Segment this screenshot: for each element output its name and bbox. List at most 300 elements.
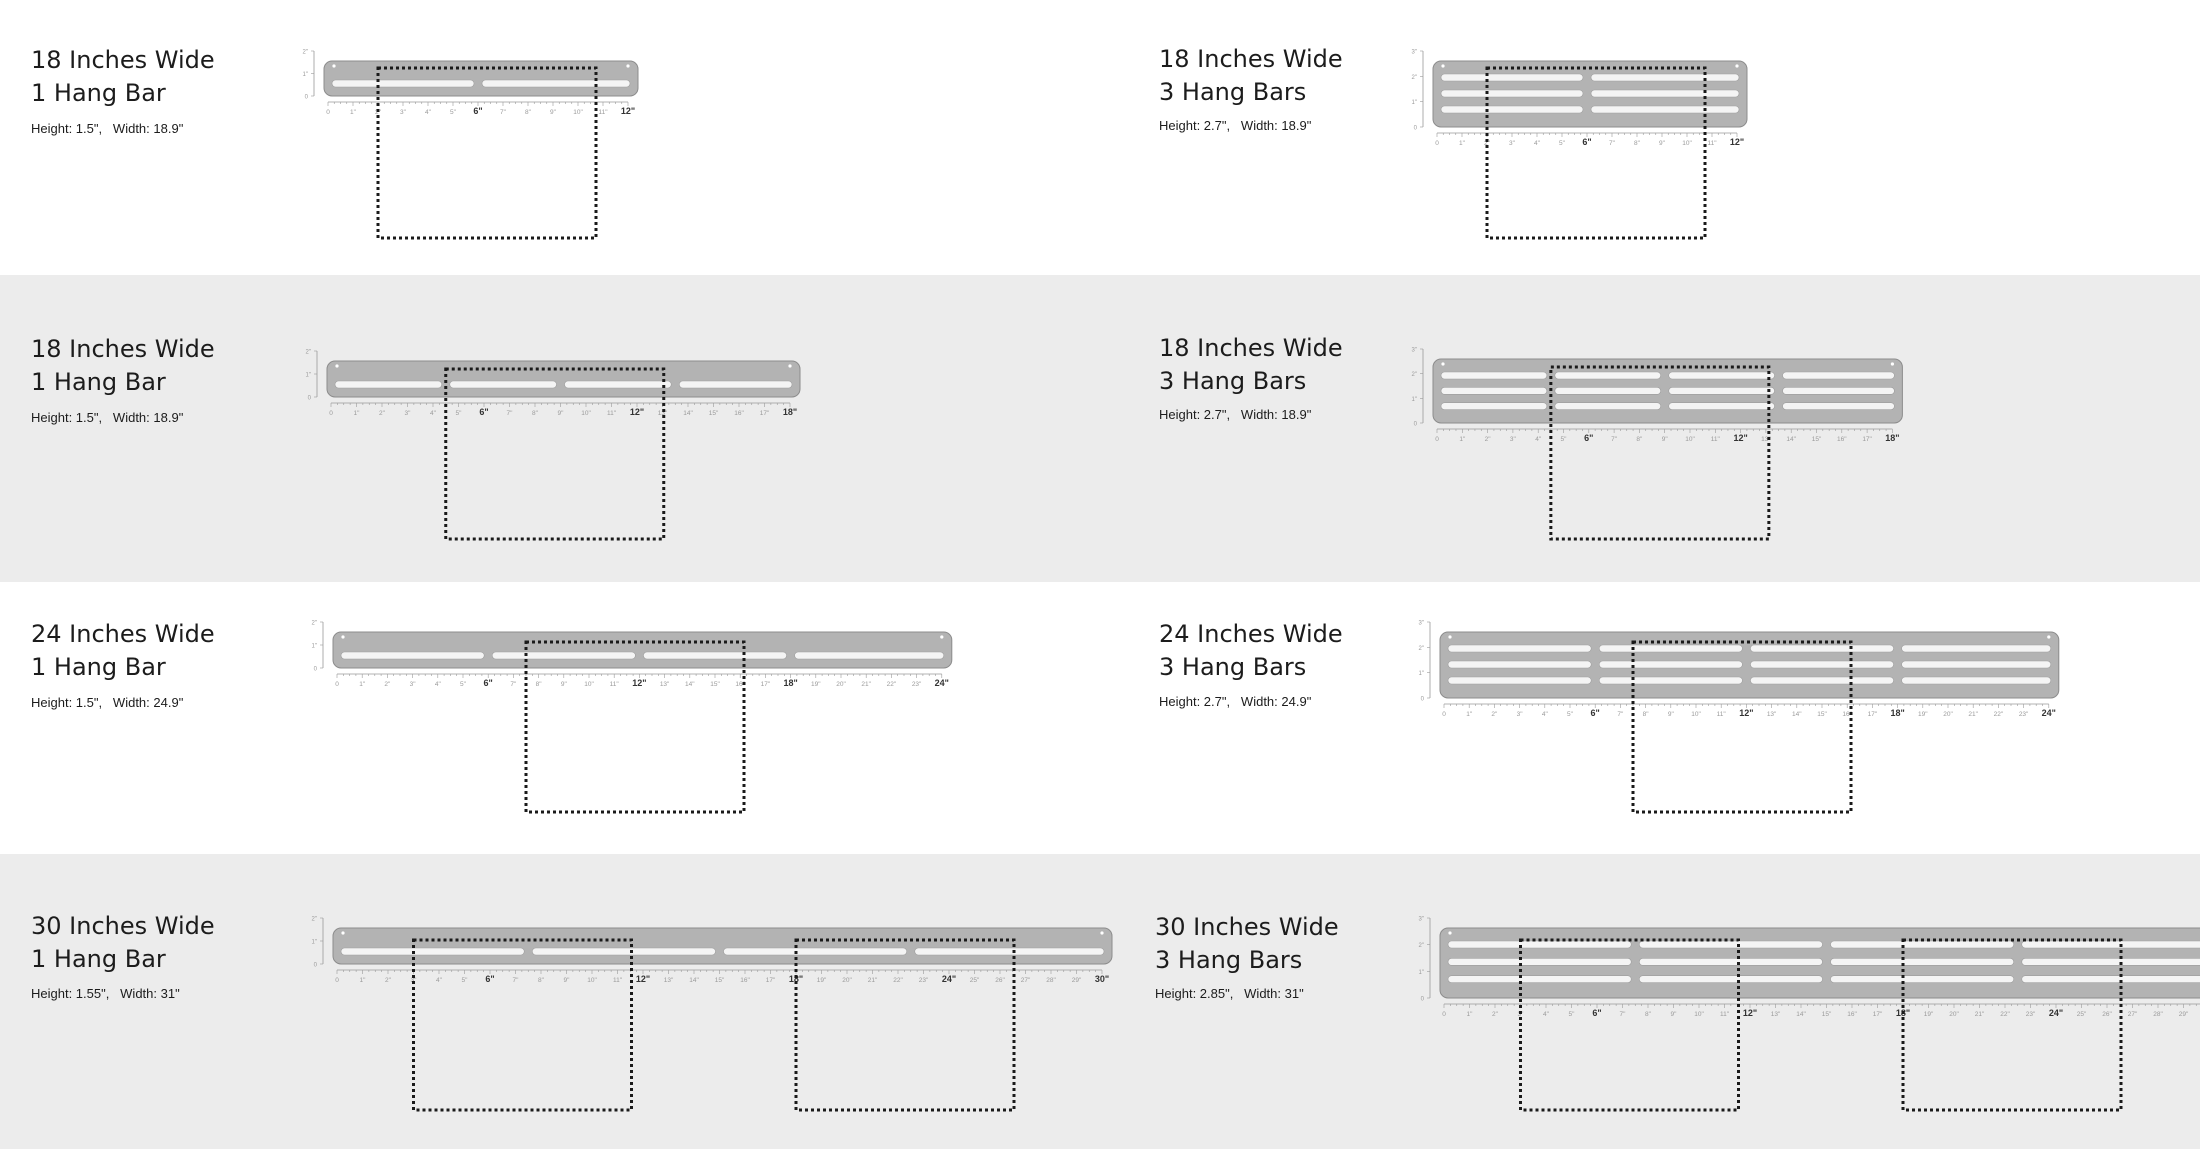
ruler-label: 2" (1484, 436, 1491, 443)
panel-title-line2: 1 Hang Bar (31, 653, 166, 681)
panel-18in-3bar-a (1100, 0, 2200, 275)
metal-plate (327, 361, 800, 397)
ruler-label: 2" (1492, 1011, 1498, 1018)
vertical-ruler-label: 1" (1418, 969, 1424, 976)
vertical-ruler-label: 1" (305, 372, 311, 379)
hang-slot (492, 652, 635, 659)
ruler-label: 15" (714, 977, 725, 984)
ruler-label: 1" (359, 977, 366, 984)
ruler-label: 8" (532, 410, 538, 417)
ruler-label: 8" (535, 681, 542, 688)
vertical-ruler-label: 3" (1411, 347, 1417, 354)
vertical-ruler-label: 3" (1418, 916, 1424, 923)
ruler-label: 17" (1872, 1011, 1883, 1018)
ruler-label: 7" (1611, 436, 1618, 443)
ruler-label: 6" (1592, 1008, 1602, 1018)
panel-title-line1: 18 Inches Wide (31, 46, 215, 74)
mounting-hole (1441, 64, 1444, 67)
ruler-label: 15" (1817, 711, 1827, 718)
hang-slot (1599, 645, 1742, 652)
ruler-label: 1" (1459, 140, 1465, 147)
ruler-label: 7" (1609, 140, 1615, 147)
ruler-label: 4" (436, 977, 442, 984)
ruler-label: 27" (1020, 977, 1031, 984)
ruler-label: 26" (2102, 1011, 2112, 1018)
ruler-label: 1" (350, 109, 356, 116)
hang-slot (1448, 661, 1591, 668)
hang-slot (532, 948, 715, 955)
vertical-ruler-label: 0 (1420, 996, 1424, 1003)
hang-slot (1441, 106, 1583, 113)
ruler-label: 0 (1435, 436, 1439, 443)
hang-slot (1669, 403, 1775, 410)
metal-plate (324, 61, 638, 96)
ruler-label: 2" (384, 681, 391, 688)
ruler-label: 13" (1761, 436, 1771, 443)
panel-18in-1bar-b (0, 275, 1100, 582)
ruler-label: 2" (379, 410, 385, 417)
ruler-label: 24" (934, 678, 949, 688)
hang-slot (915, 948, 1104, 955)
panel-dimensions: Height: 2.7", Width: 24.9" (1159, 694, 1312, 709)
vertical-ruler-label: 0 (313, 962, 317, 969)
panel-dimensions: Height: 2.7", Width: 18.9" (1159, 407, 1312, 422)
panel-dimensions: Height: 1.5", Width: 18.9" (31, 121, 184, 136)
mounting-hole (1448, 635, 1451, 638)
hang-slot (1783, 387, 1895, 394)
ruler-label: 1" (359, 681, 366, 688)
hang-slot (565, 381, 672, 388)
vertical-ruler-label: 0 (1413, 421, 1417, 428)
panel-dimensions: Height: 2.7", Width: 18.9" (1159, 118, 1312, 133)
ruler-label: 22" (2000, 1011, 2010, 1018)
vertical-ruler-label: 3" (1418, 620, 1424, 627)
vertical-ruler-label: 3" (1411, 49, 1417, 56)
hang-slot (1750, 661, 1893, 668)
hang-slot (1639, 976, 1822, 983)
ruler-label: 11" (1719, 1011, 1730, 1018)
vertical-ruler-label: 2" (302, 49, 308, 56)
hang-slot (341, 652, 484, 659)
hang-slot (1555, 387, 1661, 394)
hang-slot (1441, 387, 1547, 394)
ruler-label: 4" (1535, 436, 1542, 443)
hang-slot (1902, 677, 2051, 684)
ruler-label: 12" (632, 678, 647, 688)
hang-slot (1599, 661, 1742, 668)
ruler-label: 17" (765, 977, 776, 984)
hang-slot (1831, 941, 2014, 948)
vertical-ruler-label: 0 (313, 666, 317, 673)
hang-slot (1448, 645, 1591, 652)
hang-slot (1669, 387, 1775, 394)
ruler-label: 0 (329, 410, 333, 417)
ruler-label: 12" (629, 407, 645, 417)
ruler-label: 14" (685, 681, 695, 688)
hang-slot (1902, 661, 2051, 668)
mounting-hole (1735, 64, 1738, 67)
mounting-hole (1441, 362, 1444, 365)
ruler-label: 19" (1918, 711, 1928, 718)
rack-diagram (0, 582, 1100, 854)
ruler-label: 4" (1541, 711, 1548, 718)
ruler-label: 19" (811, 681, 821, 688)
ruler-label: 26" (995, 977, 1005, 984)
ruler-label: 11" (606, 410, 617, 417)
vertical-ruler-label: 2" (311, 916, 317, 923)
ruler-label: 16" (1837, 436, 1847, 443)
ruler-label: 22" (886, 681, 897, 688)
panel-title-line2: 1 Hang Bar (31, 368, 166, 396)
rack-diagram (1100, 0, 2200, 275)
ruler-label: 10" (587, 977, 597, 984)
ruler-label: 15" (1821, 1011, 1832, 1018)
ruler-label: 13" (1766, 711, 1777, 718)
mounting-hole (335, 364, 338, 367)
ruler-label: 5" (1567, 711, 1573, 718)
hang-slot (1669, 372, 1775, 379)
hang-slot (1555, 372, 1661, 379)
ruler-label: 14" (689, 977, 699, 984)
ruler-label: 2" (375, 109, 381, 116)
ruler-label: 9" (1659, 140, 1665, 147)
vertical-ruler-label: 2" (305, 349, 311, 356)
ruler-label: 13" (657, 410, 668, 417)
rack-diagram (0, 0, 1100, 275)
vertical-ruler-label: 2" (1418, 645, 1424, 652)
panel-title-line1: 24 Inches Wide (1159, 620, 1343, 648)
ruler-label: 15" (1811, 436, 1822, 443)
ruler-label: 12" (1739, 708, 1754, 718)
ruler-label: 23" (2025, 1011, 2036, 1018)
ruler-label: 11" (598, 109, 608, 116)
ruler-label: 21" (1968, 711, 1978, 718)
hang-slot (679, 381, 792, 388)
panel-title-line2: 3 Hang Bars (1155, 946, 1303, 974)
ruler-label: 5" (1559, 140, 1565, 147)
ruler-label: 11" (1716, 711, 1726, 718)
panel-title-line2: 3 Hang Bars (1159, 653, 1307, 681)
ruler-label: 5" (455, 410, 462, 417)
ruler-label: 6" (483, 678, 493, 688)
hang-slot (1639, 958, 1822, 965)
ruler-label: 4" (425, 109, 431, 116)
hang-slot (1831, 976, 2014, 983)
mounting-hole (940, 635, 943, 638)
ruler-label: 10" (1685, 436, 1695, 443)
panel-dimensions: Height: 2.85", Width: 31" (1155, 986, 1304, 1001)
hang-slot (1750, 645, 1893, 652)
vertical-ruler-label: 1" (311, 643, 317, 650)
hang-slot (335, 381, 442, 388)
hang-slot (341, 948, 524, 955)
mounting-hole (2047, 635, 2050, 638)
ruler-label: 21" (867, 977, 878, 984)
ruler-label: 22" (1993, 711, 2004, 718)
ruler-label: 3" (1517, 1011, 1524, 1018)
ruler-label: 15" (708, 410, 719, 417)
ruler-label: 25" (2076, 1011, 2087, 1018)
ruler-label: 24" (2048, 1008, 2064, 1018)
ruler-label: 0 (335, 977, 339, 984)
ruler-label: 3" (1516, 711, 1523, 718)
panel-dimensions: Height: 1.55", Width: 31" (31, 986, 180, 1001)
mounting-hole (626, 64, 629, 67)
hang-slot (2022, 958, 2200, 965)
vertical-ruler-label: 2" (1411, 74, 1417, 81)
ruler-label: 3" (409, 681, 416, 688)
ruler-label: 3" (410, 977, 417, 984)
ruler-label: 16" (735, 681, 745, 688)
ruler-label: 13" (663, 977, 674, 984)
ruler-label: 27" (2127, 1011, 2138, 1018)
ruler-label: 9" (1661, 436, 1668, 443)
ruler-label: 0 (326, 109, 330, 116)
ruler-label: 8" (525, 109, 531, 116)
ruler-label: 9" (557, 410, 564, 417)
hang-slot (2022, 976, 2200, 983)
ruler-label: 6" (485, 974, 495, 984)
ruler-label: 8" (1645, 1011, 1651, 1018)
ruler-label: 14" (1786, 436, 1796, 443)
panel-title-line1: 24 Inches Wide (31, 620, 215, 648)
ruler-label: 2" (1491, 711, 1498, 718)
ruler-label: 0 (1435, 140, 1439, 147)
ruler-label: 18" (1895, 1008, 1911, 1018)
ruler-label: 2" (1484, 140, 1490, 147)
panel-24in-1bar (0, 582, 1100, 854)
ruler-label: 8" (538, 977, 544, 984)
ruler-label: 12" (1729, 137, 1745, 147)
ruler-label: 4" (430, 410, 436, 417)
ruler-label: 29" (2178, 1011, 2189, 1018)
mounting-hole (332, 64, 335, 67)
ruler-label: 28" (1046, 977, 1056, 984)
ruler-label: 21" (861, 681, 871, 688)
ruler-label: 16" (740, 977, 750, 984)
ruler-label: 6" (473, 106, 483, 116)
hang-slot (1591, 90, 1739, 97)
ruler-label: 3" (1509, 436, 1516, 443)
ruler-label: 9" (550, 109, 556, 116)
panel-24in-3bar (1100, 582, 2200, 854)
hang-slot (1750, 677, 1893, 684)
hang-slot (1448, 677, 1591, 684)
ruler-label: 3" (400, 109, 406, 116)
ruler-label: 3" (404, 410, 411, 417)
ruler-label: 23" (911, 681, 922, 688)
ruler-label: 18" (788, 974, 804, 984)
ruler-label: 6" (1582, 137, 1592, 147)
ruler-label: 9" (563, 977, 570, 984)
ruler-label: 20" (1949, 1011, 1959, 1018)
hang-slot (1555, 403, 1661, 410)
panel-30in-3bar (1100, 854, 2200, 1149)
rack-diagram (0, 854, 1110, 1149)
hang-slot (450, 381, 557, 388)
ruler-label: 9" (560, 681, 567, 688)
ruler-label: 30" (1094, 974, 1110, 984)
vertical-ruler-label: 0 (307, 395, 311, 402)
hang-slot (795, 652, 944, 659)
ruler-label: 1" (1466, 711, 1473, 718)
hang-slot (724, 948, 907, 955)
ruler-label: 5" (1560, 436, 1567, 443)
hang-slot (1783, 372, 1895, 379)
vertical-ruler-label: 0 (304, 94, 308, 101)
rack-diagram (1100, 275, 2200, 582)
vertical-ruler-label: 0 (1413, 125, 1417, 132)
ruler-label: 10" (1682, 140, 1692, 147)
ruler-label: 4" (1534, 140, 1540, 147)
ruler-label: 10" (1691, 711, 1701, 718)
vertical-ruler-label: 0 (1420, 696, 1424, 703)
hang-slot (1441, 403, 1547, 410)
ruler-label: 5" (461, 977, 468, 984)
hang-slot (1448, 958, 1631, 965)
ruler-label: 20" (842, 977, 852, 984)
ruler-label: 19" (816, 977, 827, 984)
hang-slot (1599, 677, 1742, 684)
panel-title-line2: 1 Hang Bar (31, 945, 166, 973)
hang-slot (332, 80, 474, 87)
vertical-ruler-label: 2" (311, 620, 317, 627)
ruler-label: 13" (659, 681, 670, 688)
rack-diagram (0, 275, 1100, 582)
ruler-label: 18" (783, 678, 798, 688)
mounting-hole (341, 635, 344, 638)
ruler-label: 10" (573, 109, 583, 116)
ruler-label: 17" (1862, 436, 1872, 443)
ruler-label: 5" (460, 681, 466, 688)
ruler-label: 12" (635, 974, 651, 984)
panel-18in-1bar-a (0, 0, 1100, 275)
vertical-ruler-label: 1" (1411, 396, 1417, 403)
hang-slot (482, 80, 630, 87)
ruler-label: 1" (1466, 1011, 1473, 1018)
vertical-ruler-label: 2" (1411, 372, 1417, 379)
panel-title-line1: 30 Inches Wide (31, 912, 215, 940)
hang-slot (1441, 372, 1547, 379)
ruler-label: 11" (1707, 140, 1717, 147)
vertical-ruler-label: 1" (1418, 671, 1424, 678)
ruler-label: 1" (1459, 436, 1466, 443)
ruler-label: 11" (609, 681, 619, 688)
panel-title-line1: 30 Inches Wide (1155, 913, 1339, 941)
hang-slot (1448, 976, 1631, 983)
vertical-ruler-label: 1" (302, 72, 308, 78)
ruler-label: 12" (620, 106, 636, 116)
ruler-label: 0 (1442, 711, 1446, 718)
panel-title-line1: 18 Inches Wide (1159, 45, 1343, 73)
metal-plate (333, 928, 1112, 964)
ruler-label: 10" (584, 681, 594, 688)
hang-slot (1441, 90, 1583, 97)
ruler-label: 13" (1770, 1011, 1781, 1018)
hang-slot (643, 652, 786, 659)
ruler-label: 20" (836, 681, 846, 688)
panel-dimensions: Height: 1.5", Width: 24.9" (31, 695, 184, 710)
ruler-label: 11" (612, 977, 623, 984)
ruler-label: 7" (1617, 711, 1624, 718)
ruler-label: 12" (1742, 1008, 1758, 1018)
vertical-ruler-label: 1" (311, 939, 317, 946)
ruler-label: 1" (353, 410, 360, 417)
mounting-hole (1891, 362, 1894, 365)
ruler-label: 4" (1543, 1011, 1549, 1018)
panel-title-line1: 18 Inches Wide (1159, 334, 1343, 362)
ruler-label: 24" (941, 974, 957, 984)
ruler-label: 7" (512, 977, 519, 984)
ruler-label: 14" (1792, 711, 1802, 718)
ruler-label: 8" (1642, 711, 1649, 718)
hang-slot (1448, 941, 1631, 948)
ruler-label: 6" (479, 407, 489, 417)
ruler-label: 4" (434, 681, 441, 688)
hang-slot (1591, 74, 1739, 81)
display-frame-outline (796, 940, 1014, 1110)
ruler-label: 25" (969, 977, 980, 984)
ruler-label: 5" (1568, 1011, 1575, 1018)
panel-title-line2: 3 Hang Bars (1159, 367, 1307, 395)
vertical-ruler-label: 1" (1411, 100, 1417, 107)
ruler-label: 19" (1923, 1011, 1934, 1018)
mounting-hole (788, 364, 791, 367)
panel-title-line2: 1 Hang Bar (31, 79, 166, 107)
panel-30in-1bar (0, 854, 1110, 1149)
ruler-label: 29" (1071, 977, 1082, 984)
ruler-label: 11" (1710, 436, 1720, 443)
ruler-label: 18" (782, 407, 798, 417)
hang-slot (2022, 941, 2200, 948)
ruler-label: 2" (385, 977, 391, 984)
ruler-label: 3" (1509, 140, 1515, 147)
mounting-hole (341, 931, 344, 934)
ruler-label: 16" (1842, 711, 1852, 718)
hang-slot (1831, 958, 2014, 965)
ruler-label: 21" (1974, 1011, 1985, 1018)
ruler-label: 15" (710, 681, 720, 688)
ruler-label: 5" (450, 109, 456, 116)
ruler-label: 8" (1634, 140, 1640, 147)
metal-plate (333, 632, 952, 668)
ruler-label: 6" (1584, 433, 1594, 443)
ruler-label: 28" (2153, 1011, 2163, 1018)
rack-diagram (1100, 582, 2200, 854)
hang-slot (1639, 941, 1822, 948)
ruler-label: 20" (1943, 711, 1953, 718)
ruler-label: 0 (1442, 1011, 1446, 1018)
rack-diagram (1100, 854, 2200, 1149)
ruler-label: 14" (683, 410, 693, 417)
ruler-label: 23" (2018, 711, 2029, 718)
ruler-label: 14" (1796, 1011, 1806, 1018)
ruler-label: 17" (1867, 711, 1878, 718)
ruler-label: 18" (1890, 708, 1905, 718)
ruler-label: 0 (335, 681, 339, 688)
ruler-label: 7" (500, 109, 506, 116)
ruler-label: 23" (918, 977, 929, 984)
hang-slot (1591, 106, 1739, 113)
display-frame-outline (414, 940, 632, 1110)
ruler-label: 12" (1733, 433, 1748, 443)
ruler-label: 16" (734, 410, 744, 417)
ruler-label: 7" (510, 681, 517, 688)
ruler-label: 7" (506, 410, 513, 417)
ruler-label: 7" (1619, 1011, 1626, 1018)
hang-slot (1902, 645, 2051, 652)
ruler-label: 8" (1636, 436, 1643, 443)
